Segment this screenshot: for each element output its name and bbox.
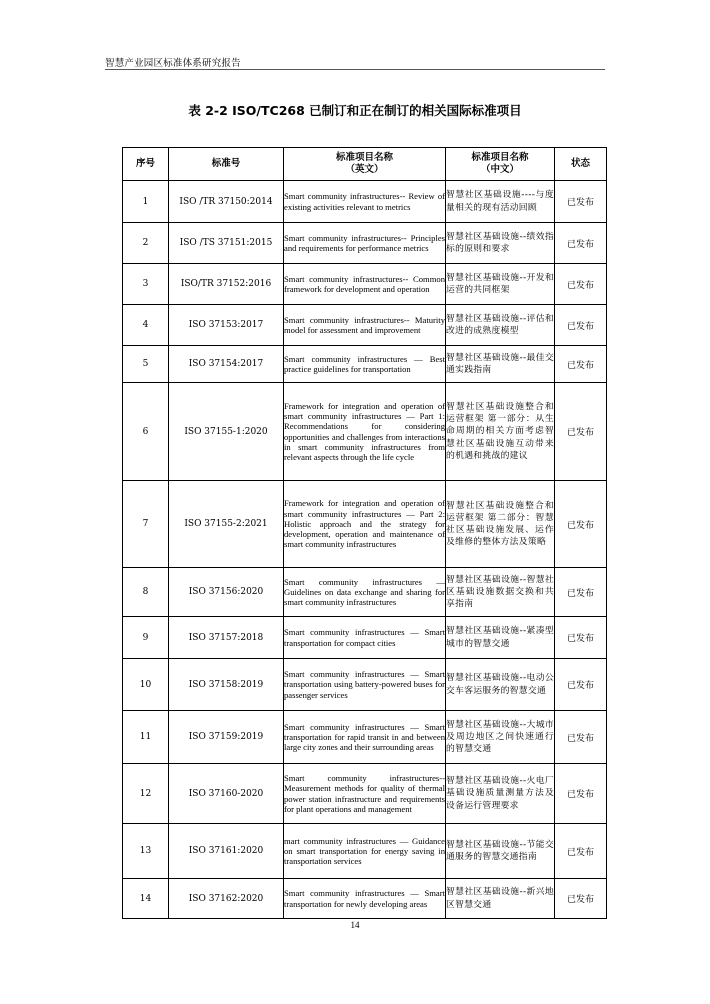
row-no: 4 <box>123 305 169 346</box>
row-status: 已发布 <box>555 711 607 764</box>
row-status: 已发布 <box>555 264 607 305</box>
row-name-en: Smart community infrastructures-- Principles and requirements for performance metrics <box>284 223 446 264</box>
row-code: ISO 37157:2018 <box>169 617 284 659</box>
row-status: 已发布 <box>555 223 607 264</box>
row-name-en: Smart community infrastructures — Best practice guidelines for transportation <box>284 346 446 383</box>
row-name-zh: 智慧社区基础设施--新兴地区智慧交通 <box>446 879 555 919</box>
row-name-en: mart community infrastructures — Guidance on smart transportation for energy saving in transportation services <box>284 824 446 879</box>
row-status: 已发布 <box>555 824 607 879</box>
row-no: 2 <box>123 223 169 264</box>
row-no: 7 <box>123 481 169 568</box>
row-no: 11 <box>123 711 169 764</box>
row-name-zh: 智慧社区基础设施--大城市及周边地区之间快速通行的智慧交通 <box>446 711 555 764</box>
row-name-zh: 智慧社区基础设施--智慧社区基础设施数据交换和共享指南 <box>446 568 555 617</box>
row-code: ISO /TS 37151:2015 <box>169 223 284 264</box>
row-no: 8 <box>123 568 169 617</box>
header-name-zh <box>446 148 555 181</box>
row-no: 9 <box>123 617 169 659</box>
header-name-zh-line2: （中文） <box>480 164 519 175</box>
row-status: 已发布 <box>555 383 607 481</box>
table-row <box>123 223 607 264</box>
header-no: 序号 <box>123 148 169 181</box>
row-no: 3 <box>123 264 169 305</box>
row-name-en: Framework for integration and operation of smart community infrastructures — Part 2: Holistic approach and the strategy for development, operation and maintenance of smart community infrastructures <box>284 481 446 568</box>
row-name-en: Smart community infrastructures — Smart transportation for newly developing areas <box>284 879 446 919</box>
table-row <box>123 617 607 659</box>
table-header-row <box>123 148 607 181</box>
row-status: 已发布 <box>555 617 607 659</box>
row-name-en: Smart community infrastructures — Guidelines on data exchange and sharing for smart community infrastructures <box>284 568 446 617</box>
table-row <box>123 481 607 568</box>
row-status: 已发布 <box>555 764 607 824</box>
row-code: ISO 37156:2020 <box>169 568 284 617</box>
table-row <box>123 264 607 305</box>
header-name-zh-line1: 标准项目名称 <box>471 152 529 163</box>
row-name-zh: 智慧社区基础设施----与度量相关的现有活动回顾 <box>446 181 555 223</box>
row-no: 14 <box>123 879 169 919</box>
row-code: ISO 37155-1:2020 <box>169 383 284 481</box>
row-name-zh: 智慧社区基础设施--评估和改进的成熟度模型 <box>446 305 555 346</box>
row-name-zh: 智慧社区基础设施--绩效指标的原则和要求 <box>446 223 555 264</box>
row-code: ISO/TR 37152:2016 <box>169 264 284 305</box>
row-name-en: Smart community infrastructures-- Review of existing activities relevant to metrics <box>284 181 446 223</box>
row-code: ISO 37161:2020 <box>169 824 284 879</box>
page-number: 14 <box>350 920 360 930</box>
header-name-en-line2: （英文） <box>345 164 384 175</box>
row-status: 已发布 <box>555 568 607 617</box>
row-status: 已发布 <box>555 305 607 346</box>
table-row <box>123 764 607 824</box>
table-row <box>123 181 607 223</box>
row-code: ISO 37155-2:2021 <box>169 481 284 568</box>
row-code: ISO 37159:2019 <box>169 711 284 764</box>
row-status: 已发布 <box>555 346 607 383</box>
table-row <box>123 659 607 711</box>
table-row <box>123 879 607 919</box>
row-name-zh: 智慧社区基础设施整合和运营框架 第二部分：智慧社区基础设施发展、运作及维修的整体方法及策略 <box>446 481 555 568</box>
row-no: 10 <box>123 659 169 711</box>
row-no: 5 <box>123 346 169 383</box>
header-name-en-line1: 标准项目名称 <box>335 152 393 163</box>
row-name-en: Smart community infrastructures-- Measurement methods for quality of thermal power station infrastructure and requirements for plant operations and management <box>284 764 446 824</box>
row-code: ISO 37162:2020 <box>169 879 284 919</box>
row-name-zh: 智慧社区基础设施--紧凑型城市的智慧交通 <box>446 617 555 659</box>
row-no: 1 <box>123 181 169 223</box>
header-status: 状态 <box>555 148 607 181</box>
row-code: ISO 37154:2017 <box>169 346 284 383</box>
row-name-en: Framework for integration and operation of smart community infrastructures — Part 1: Recommendations for considering opportunities and challenges from interactions in smart community infrastructures from relevant aspects through the life cycle <box>284 383 446 481</box>
row-name-zh: 智慧社区基础设施--火电厂基础设施质量测量方法及设备运行管理要求 <box>446 764 555 824</box>
row-no: 6 <box>123 383 169 481</box>
header-code: 标准号 <box>169 148 284 181</box>
table-row <box>123 383 607 481</box>
row-code: ISO /TR 37150:2014 <box>169 181 284 223</box>
row-status: 已发布 <box>555 879 607 919</box>
row-name-en: Smart community infrastructures — Smart transportation using battery-powered buses for passenger services <box>284 659 446 711</box>
table-row <box>123 711 607 764</box>
row-name-en: Smart community infrastructures-- Maturity model for assessment and improvement <box>284 305 446 346</box>
table-row <box>123 568 607 617</box>
table-row <box>123 824 607 879</box>
row-code: ISO 37153:2017 <box>169 305 284 346</box>
header-name-en <box>284 148 446 181</box>
table-row <box>123 346 607 383</box>
running-header: 智慧产业园区标准体系研究报告 <box>105 58 241 69</box>
header-divider <box>105 69 605 70</box>
row-no: 13 <box>123 824 169 879</box>
row-no: 12 <box>123 764 169 824</box>
row-status: 已发布 <box>555 659 607 711</box>
row-status: 已发布 <box>555 181 607 223</box>
row-name-en: Smart community infrastructures — Smart transportation for rapid transit in and between large city zones and their surrounding areas <box>284 711 446 764</box>
row-name-zh: 智慧社区基础设施整合和运营框架 第一部分：从生命周期的相关方面考虑智慧社区基础设施互动带来的机遇和挑战的建议 <box>446 383 555 481</box>
table-row <box>123 305 607 346</box>
row-name-en: Smart community infrastructures — Smart transportation for compact cities <box>284 617 446 659</box>
row-name-zh: 智慧社区基础设施--开发和运营的共同框架 <box>446 264 555 305</box>
row-code: ISO 37160-2020 <box>169 764 284 824</box>
row-name-zh: 智慧社区基础设施--最佳交通实践指南 <box>446 346 555 383</box>
row-status: 已发布 <box>555 481 607 568</box>
row-name-zh: 智慧社区基础设施--电动公交车客运服务的智慧交通 <box>446 659 555 711</box>
row-name-en: Smart community infrastructures-- Common framework for development and operation <box>284 264 446 305</box>
row-code: ISO 37158:2019 <box>169 659 284 711</box>
standards-table <box>122 147 607 919</box>
table-caption: 表 2-2 ISO/TC268 已制订和正在制订的相关国际标准项目 <box>188 103 522 118</box>
row-name-zh: 智慧社区基础设施--节能交通服务的智慧交通指南 <box>446 824 555 879</box>
